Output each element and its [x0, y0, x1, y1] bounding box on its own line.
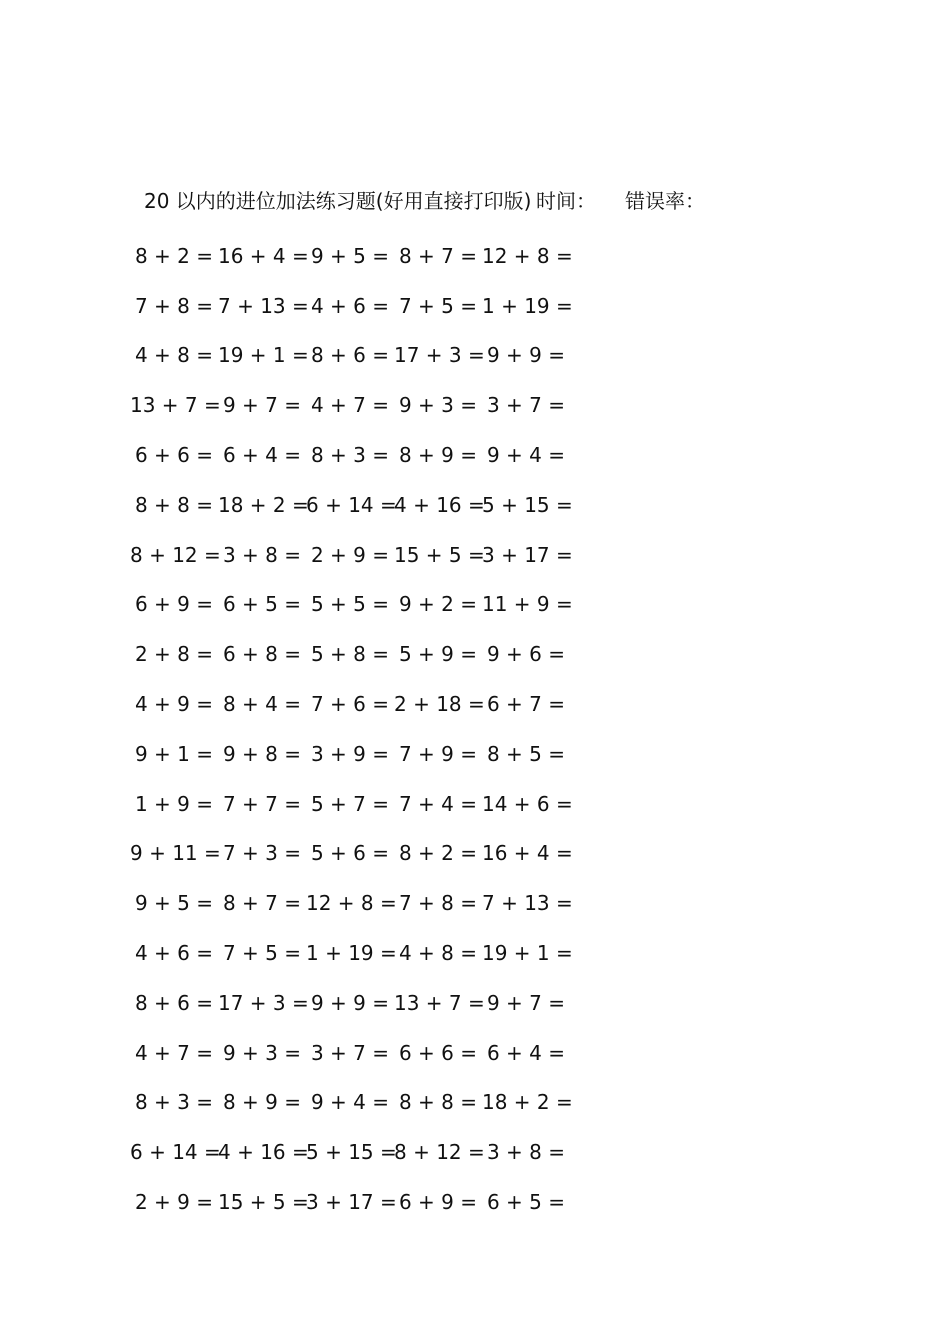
addition-problem: 7 + 9 =: [398, 741, 478, 766]
addition-problem: 9 + 4 =: [310, 1090, 390, 1115]
addition-problem: 7 + 8 =: [398, 891, 478, 916]
addition-problem: 9 + 4 =: [486, 443, 566, 468]
addition-problem: 9 + 3 =: [398, 393, 478, 418]
problem-grid: [130, 231, 630, 1227]
addition-problem: 8 + 6 =: [310, 343, 390, 368]
addition-problem: 2 + 9 =: [134, 1190, 214, 1215]
addition-problem: 16 + 4 =: [482, 841, 573, 866]
addition-problem: 7 + 8 =: [134, 293, 214, 318]
addition-problem: 19 + 1 =: [482, 941, 573, 966]
addition-problem: 18 + 2 =: [218, 492, 309, 517]
addition-problem: 8 + 4 =: [222, 692, 302, 717]
addition-problem: 6 + 6 =: [134, 443, 214, 468]
addition-problem: 6 + 6 =: [398, 1040, 478, 1065]
addition-problem: 2 + 8 =: [134, 642, 214, 667]
addition-problem: 4 + 8 =: [398, 941, 478, 966]
addition-problem: 8 + 5 =: [486, 741, 566, 766]
addition-problem: 9 + 6 =: [486, 642, 566, 667]
addition-problem: 5 + 8 =: [310, 642, 390, 667]
addition-problem: 12 + 8 =: [482, 243, 573, 268]
addition-problem: 1 + 19 =: [482, 293, 573, 318]
addition-problem: 9 + 8 =: [222, 741, 302, 766]
addition-problem: 5 + 9 =: [398, 642, 478, 667]
addition-problem: 4 + 7 =: [134, 1040, 214, 1065]
addition-problem: 6 + 5 =: [486, 1190, 566, 1215]
addition-problem: 3 + 8 =: [222, 542, 302, 567]
problem-row: [130, 1127, 630, 1177]
addition-problem: 4 + 6 =: [310, 293, 390, 318]
error-rate-label: 错误率：: [625, 189, 705, 213]
addition-problem: 8 + 9 =: [222, 1090, 302, 1115]
addition-problem: 5 + 15 =: [306, 1140, 397, 1165]
addition-problem: 6 + 7 =: [486, 692, 566, 717]
addition-problem: 7 + 3 =: [222, 841, 302, 866]
addition-problem: 8 + 7 =: [398, 243, 478, 268]
problem-row: [130, 978, 630, 1028]
addition-problem: 8 + 12 =: [394, 1140, 485, 1165]
addition-problem: 3 + 7 =: [486, 393, 566, 418]
addition-problem: 7 + 13 =: [482, 891, 573, 916]
problem-row: [130, 779, 630, 829]
addition-problem: 5 + 15 =: [482, 492, 573, 517]
addition-problem: 8 + 8 =: [134, 492, 214, 517]
problem-row: [130, 530, 630, 580]
addition-problem: 4 + 16 =: [394, 492, 485, 517]
addition-problem: 9 + 7 =: [486, 990, 566, 1015]
worksheet-title: 20 以内的进位加法练习题(好用直接打印版): [144, 189, 532, 213]
problem-row: [130, 430, 630, 480]
time-label: 时间：: [536, 189, 596, 213]
addition-problem: 9 + 7 =: [222, 393, 302, 418]
addition-problem: 12 + 8 =: [306, 891, 397, 916]
addition-problem: 6 + 14 =: [130, 1140, 221, 1165]
addition-problem: 5 + 5 =: [310, 592, 390, 617]
addition-problem: 1 + 9 =: [134, 791, 214, 816]
addition-problem: 8 + 2 =: [398, 841, 478, 866]
addition-problem: 15 + 5 =: [218, 1190, 309, 1215]
addition-problem: 19 + 1 =: [218, 343, 309, 368]
addition-problem: 16 + 4 =: [218, 243, 309, 268]
addition-problem: 15 + 5 =: [394, 542, 485, 567]
problem-row: [130, 679, 630, 729]
addition-problem: 3 + 17 =: [482, 542, 573, 567]
addition-problem: 9 + 11 =: [130, 841, 221, 866]
addition-problem: 8 + 2 =: [134, 243, 214, 268]
addition-problem: 4 + 9 =: [134, 692, 214, 717]
addition-problem: 6 + 5 =: [222, 592, 302, 617]
problem-row: [130, 928, 630, 978]
addition-problem: 6 + 9 =: [398, 1190, 478, 1215]
addition-problem: 7 + 6 =: [310, 692, 390, 717]
addition-problem: 7 + 5 =: [398, 293, 478, 318]
problem-row: [130, 331, 630, 381]
problem-row: [130, 231, 630, 281]
addition-problem: 7 + 4 =: [398, 791, 478, 816]
addition-problem: 11 + 9 =: [482, 592, 573, 617]
addition-problem: 7 + 7 =: [222, 791, 302, 816]
problem-row: [130, 729, 630, 779]
addition-problem: 9 + 3 =: [222, 1040, 302, 1065]
addition-problem: 8 + 9 =: [398, 443, 478, 468]
addition-problem: 9 + 5 =: [134, 891, 214, 916]
addition-problem: 8 + 3 =: [134, 1090, 214, 1115]
addition-problem: 7 + 13 =: [218, 293, 309, 318]
problem-row: [130, 1177, 630, 1227]
addition-problem: 17 + 3 =: [394, 343, 485, 368]
addition-problem: 4 + 16 =: [218, 1140, 309, 1165]
addition-problem: 5 + 7 =: [310, 791, 390, 816]
problem-row: [130, 1028, 630, 1078]
problem-row: [130, 480, 630, 530]
addition-problem: 9 + 2 =: [398, 592, 478, 617]
worksheet-header: [144, 184, 764, 218]
problem-row: [130, 878, 630, 928]
problem-row: [130, 829, 630, 879]
problem-row: [130, 380, 630, 430]
addition-problem: 3 + 7 =: [310, 1040, 390, 1065]
addition-problem: 14 + 6 =: [482, 791, 573, 816]
problem-row: [130, 1078, 630, 1128]
addition-problem: 3 + 8 =: [486, 1140, 566, 1165]
addition-problem: 1 + 19 =: [306, 941, 397, 966]
addition-problem: 8 + 7 =: [222, 891, 302, 916]
addition-problem: 2 + 18 =: [394, 692, 485, 717]
problem-row: [130, 281, 630, 331]
addition-problem: 3 + 9 =: [310, 741, 390, 766]
addition-problem: 18 + 2 =: [482, 1090, 573, 1115]
addition-problem: 8 + 12 =: [130, 542, 221, 567]
addition-problem: 17 + 3 =: [218, 990, 309, 1015]
addition-problem: 9 + 5 =: [310, 243, 390, 268]
addition-problem: 3 + 17 =: [306, 1190, 397, 1215]
addition-problem: 4 + 8 =: [134, 343, 214, 368]
addition-problem: 5 + 6 =: [310, 841, 390, 866]
addition-problem: 7 + 5 =: [222, 941, 302, 966]
addition-problem: 8 + 8 =: [398, 1090, 478, 1115]
addition-problem: 6 + 4 =: [222, 443, 302, 468]
addition-problem: 13 + 7 =: [394, 990, 485, 1015]
addition-problem: 2 + 9 =: [310, 542, 390, 567]
addition-problem: 4 + 6 =: [134, 941, 214, 966]
addition-problem: 6 + 14 =: [306, 492, 397, 517]
addition-problem: 8 + 3 =: [310, 443, 390, 468]
addition-problem: 9 + 9 =: [310, 990, 390, 1015]
problem-row: [130, 580, 630, 630]
addition-problem: 9 + 9 =: [486, 343, 566, 368]
addition-problem: 13 + 7 =: [130, 393, 221, 418]
problem-row: [130, 629, 630, 679]
addition-problem: 6 + 9 =: [134, 592, 214, 617]
addition-problem: 6 + 4 =: [486, 1040, 566, 1065]
addition-problem: 4 + 7 =: [310, 393, 390, 418]
addition-problem: 8 + 6 =: [134, 990, 214, 1015]
addition-problem: 6 + 8 =: [222, 642, 302, 667]
addition-problem: 9 + 1 =: [134, 741, 214, 766]
